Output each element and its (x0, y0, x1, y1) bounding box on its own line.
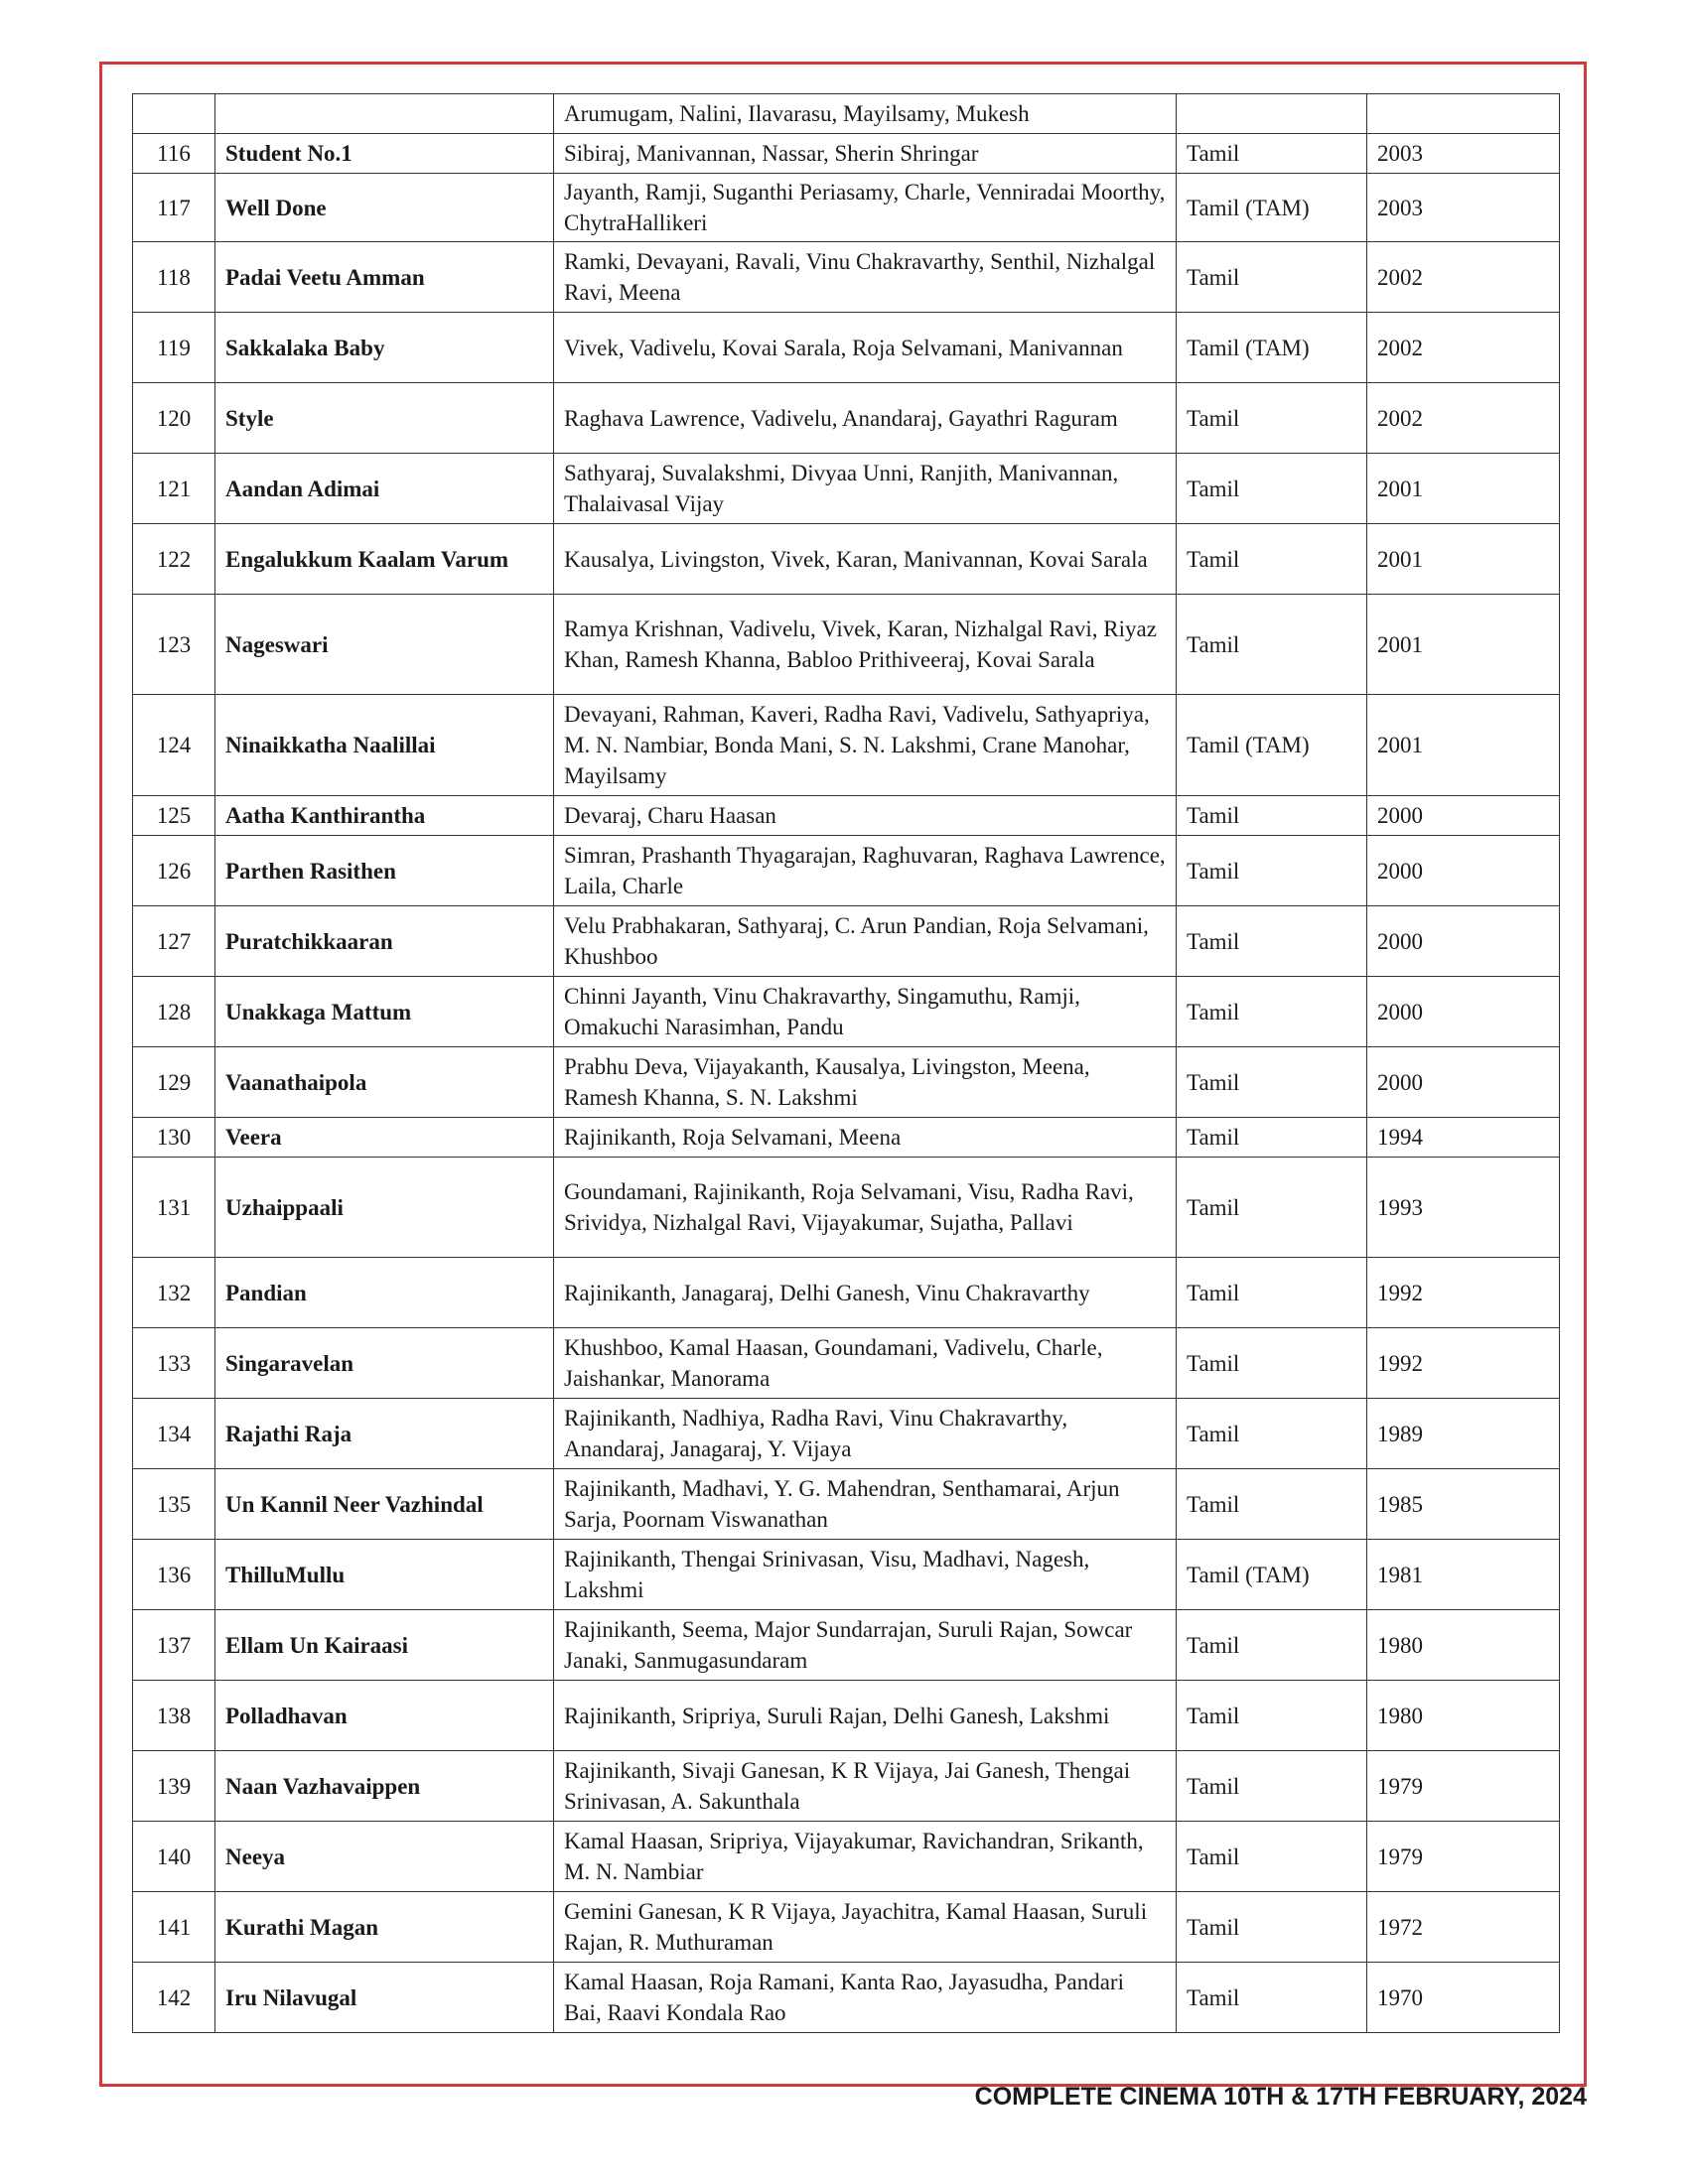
year-cell: 1980 (1367, 1681, 1560, 1751)
film-title-cell: Sakkalaka Baby (215, 313, 554, 383)
language-cell: Tamil (1177, 134, 1367, 174)
language-cell: Tamil (TAM) (1177, 174, 1367, 242)
film-title-cell: Polladhavan (215, 1681, 554, 1751)
cast-cell: Rajinikanth, Sivaji Ganesan, K R Vijaya, Jai Ganesh, Thengai Srinivasan, A. Sakunthala (554, 1751, 1177, 1822)
cast-cell: Khushboo, Kamal Haasan, Goundamani, Vadivelu, Charle, Jaishankar, Manorama (554, 1328, 1177, 1399)
cast-cell: Rajinikanth, Janagaraj, Delhi Ganesh, Vinu Chakravarthy (554, 1258, 1177, 1328)
year-cell: 1972 (1367, 1892, 1560, 1963)
year-cell: 1994 (1367, 1118, 1560, 1158)
film-title-cell: Veera (215, 1118, 554, 1158)
language-cell: Tamil (1177, 1328, 1367, 1399)
serial-number-cell: 128 (133, 977, 215, 1047)
cast-cell: Ramya Krishnan, Vadivelu, Vivek, Karan, Nizhalgal Ravi, Riyaz Khan, Ramesh Khanna, Babloo Prithiveeraj, Kovai Sarala (554, 595, 1177, 695)
serial-number-cell: 130 (133, 1118, 215, 1158)
language-cell: Tamil (1177, 383, 1367, 454)
film-title-cell: Rajathi Raja (215, 1399, 554, 1469)
cast-cell: Rajinikanth, Sripriya, Suruli Rajan, Delhi Ganesh, Lakshmi (554, 1681, 1177, 1751)
film-table (132, 93, 1560, 2033)
table-row (133, 174, 1560, 242)
year-cell: 2002 (1367, 383, 1560, 454)
language-cell: Tamil (1177, 242, 1367, 313)
film-title-cell: Aatha Kanthirantha (215, 796, 554, 836)
film-title-cell: Iru Nilavugal (215, 1963, 554, 2033)
cast-cell: Kamal Haasan, Sripriya, Vijayakumar, Ravichandran, Srikanth, M. N. Nambiar (554, 1822, 1177, 1892)
year-cell: 1970 (1367, 1963, 1560, 2033)
year-cell: 2000 (1367, 836, 1560, 906)
language-cell: Tamil (1177, 906, 1367, 977)
serial-number-cell: 135 (133, 1469, 215, 1540)
film-title-cell: Un Kannil Neer Vazhindal (215, 1469, 554, 1540)
film-title-cell: ThilluMullu (215, 1540, 554, 1610)
year-cell: 2000 (1367, 906, 1560, 977)
serial-number-cell: 117 (133, 174, 215, 242)
cast-cell: Goundamani, Rajinikanth, Roja Selvamani, Visu, Radha Ravi, Srividya, Nizhalgal Ravi, Vijayakumar, Sujatha, Pallavi (554, 1158, 1177, 1258)
cast-cell: Velu Prabhakaran, Sathyaraj, C. Arun Pandian, Roja Selvamani, Khushboo (554, 906, 1177, 977)
year-cell: 1979 (1367, 1751, 1560, 1822)
serial-number-cell: 121 (133, 454, 215, 524)
year-cell: 1981 (1367, 1540, 1560, 1610)
table-row (133, 695, 1560, 796)
language-cell: Tamil (TAM) (1177, 695, 1367, 796)
table-row (133, 1258, 1560, 1328)
table-row (133, 1963, 1560, 2033)
table-row (133, 977, 1560, 1047)
cast-cell: Simran, Prashanth Thyagarajan, Raghuvaran, Raghava Lawrence, Laila, Charle (554, 836, 1177, 906)
serial-number-cell: 139 (133, 1751, 215, 1822)
year-cell (1367, 94, 1560, 134)
cast-cell: Rajinikanth, Roja Selvamani, Meena (554, 1118, 1177, 1158)
film-title-cell: Student No.1 (215, 134, 554, 174)
table-row (133, 1399, 1560, 1469)
serial-number-cell: 138 (133, 1681, 215, 1751)
table-row (133, 1158, 1560, 1258)
year-cell: 1989 (1367, 1399, 1560, 1469)
year-cell: 1985 (1367, 1469, 1560, 1540)
cast-cell: Rajinikanth, Nadhiya, Radha Ravi, Vinu Chakravarthy, Anandaraj, Janagaraj, Y. Vijaya (554, 1399, 1177, 1469)
cast-cell: Kausalya, Livingston, Vivek, Karan, Manivannan, Kovai Sarala (554, 524, 1177, 595)
cast-cell: Chinni Jayanth, Vinu Chakravarthy, Singamuthu, Ramji, Omakuchi Narasimhan, Pandu (554, 977, 1177, 1047)
language-cell: Tamil (1177, 524, 1367, 595)
film-title-cell: Uzhaippaali (215, 1158, 554, 1258)
serial-number-cell (133, 94, 215, 134)
cast-cell: Sathyaraj, Suvalakshmi, Divyaa Unni, Ranjith, Manivannan, Thalaivasal Vijay (554, 454, 1177, 524)
language-cell: Tamil (TAM) (1177, 313, 1367, 383)
serial-number-cell: 119 (133, 313, 215, 383)
table-row (133, 1681, 1560, 1751)
serial-number-cell: 141 (133, 1892, 215, 1963)
film-title-cell (215, 94, 554, 134)
language-cell: Tamil (1177, 1158, 1367, 1258)
language-cell: Tamil (1177, 796, 1367, 836)
year-cell: 2000 (1367, 1047, 1560, 1118)
film-title-cell: Singaravelan (215, 1328, 554, 1399)
cast-cell: Gemini Ganesan, K R Vijaya, Jayachitra, Kamal Haasan, Suruli Rajan, R. Muthuraman (554, 1892, 1177, 1963)
year-cell: 2000 (1367, 796, 1560, 836)
year-cell: 1993 (1367, 1158, 1560, 1258)
cast-cell: Prabhu Deva, Vijayakanth, Kausalya, Livingston, Meena, Ramesh Khanna, S. N. Lakshmi (554, 1047, 1177, 1118)
table-row (133, 595, 1560, 695)
language-cell: Tamil (TAM) (1177, 1540, 1367, 1610)
film-title-cell: Padai Veetu Amman (215, 242, 554, 313)
footer-publication-line: COMPLETE CINEMA 10TH & 17TH FEBRUARY, 2024 (974, 2083, 1587, 2111)
year-cell: 2003 (1367, 134, 1560, 174)
cast-cell: Devaraj, Charu Haasan (554, 796, 1177, 836)
film-title-cell: Kurathi Magan (215, 1892, 554, 1963)
language-cell: Tamil (1177, 1047, 1367, 1118)
serial-number-cell: 140 (133, 1822, 215, 1892)
language-cell: Tamil (1177, 1399, 1367, 1469)
film-title-cell: Well Done (215, 174, 554, 242)
cast-cell: Jayanth, Ramji, Suganthi Periasamy, Charle, Venniradai Moorthy, ChytraHallikeri (554, 174, 1177, 242)
table-row (133, 836, 1560, 906)
language-cell: Tamil (1177, 1469, 1367, 1540)
table-row (133, 313, 1560, 383)
language-cell: Tamil (1177, 595, 1367, 695)
language-cell: Tamil (1177, 977, 1367, 1047)
year-cell: 2002 (1367, 242, 1560, 313)
table-row (133, 1469, 1560, 1540)
serial-number-cell: 118 (133, 242, 215, 313)
serial-number-cell: 129 (133, 1047, 215, 1118)
table-row (133, 796, 1560, 836)
language-cell: Tamil (1177, 1892, 1367, 1963)
cast-cell: Arumugam, Nalini, Ilavarasu, Mayilsamy, Mukesh (554, 94, 1177, 134)
language-cell: Tamil (1177, 1681, 1367, 1751)
language-cell: Tamil (1177, 1610, 1367, 1681)
film-title-cell: Parthen Rasithen (215, 836, 554, 906)
cast-cell: Vivek, Vadivelu, Kovai Sarala, Roja Selvamani, Manivannan (554, 313, 1177, 383)
language-cell (1177, 94, 1367, 134)
cast-cell: Kamal Haasan, Roja Ramani, Kanta Rao, Jayasudha, Pandari Bai, Raavi Kondala Rao (554, 1963, 1177, 2033)
cast-cell: Rajinikanth, Madhavi, Y. G. Mahendran, Senthamarai, Arjun Sarja, Poornam Viswanathan (554, 1469, 1177, 1540)
film-table-body (133, 94, 1560, 2033)
table-row (133, 134, 1560, 174)
table-row (133, 454, 1560, 524)
table-row (133, 1118, 1560, 1158)
film-title-cell: Neeya (215, 1822, 554, 1892)
cast-cell: Rajinikanth, Thengai Srinivasan, Visu, Madhavi, Nagesh, Lakshmi (554, 1540, 1177, 1610)
cast-cell: Ramki, Devayani, Ravali, Vinu Chakravarthy, Senthil, Nizhalgal Ravi, Meena (554, 242, 1177, 313)
language-cell: Tamil (1177, 454, 1367, 524)
table-row (133, 1822, 1560, 1892)
year-cell: 2000 (1367, 977, 1560, 1047)
language-cell: Tamil (1177, 1963, 1367, 2033)
table-row (133, 1328, 1560, 1399)
table-row (133, 524, 1560, 595)
film-title-cell: Pandian (215, 1258, 554, 1328)
film-title-cell: Puratchikkaaran (215, 906, 554, 977)
serial-number-cell: 122 (133, 524, 215, 595)
serial-number-cell: 120 (133, 383, 215, 454)
year-cell: 2001 (1367, 695, 1560, 796)
serial-number-cell: 116 (133, 134, 215, 174)
serial-number-cell: 132 (133, 1258, 215, 1328)
serial-number-cell: 123 (133, 595, 215, 695)
film-title-cell: Ellam Un Kairaasi (215, 1610, 554, 1681)
serial-number-cell: 137 (133, 1610, 215, 1681)
serial-number-cell: 134 (133, 1399, 215, 1469)
serial-number-cell: 133 (133, 1328, 215, 1399)
serial-number-cell: 124 (133, 695, 215, 796)
serial-number-cell: 127 (133, 906, 215, 977)
language-cell: Tamil (1177, 1751, 1367, 1822)
table-row (133, 906, 1560, 977)
cast-cell: Devayani, Rahman, Kaveri, Radha Ravi, Vadivelu, Sathyapriya, M. N. Nambiar, Bonda Mani, S. N. Lakshmi, Crane Manohar, Mayilsamy (554, 695, 1177, 796)
serial-number-cell: 131 (133, 1158, 215, 1258)
film-title-cell: Style (215, 383, 554, 454)
year-cell: 2003 (1367, 174, 1560, 242)
year-cell: 2001 (1367, 524, 1560, 595)
cast-cell: Raghava Lawrence, Vadivelu, Anandaraj, Gayathri Raguram (554, 383, 1177, 454)
film-title-cell: Nageswari (215, 595, 554, 695)
language-cell: Tamil (1177, 836, 1367, 906)
film-title-cell: Ninaikkatha Naalillai (215, 695, 554, 796)
film-title-cell: Aandan Adimai (215, 454, 554, 524)
serial-number-cell: 126 (133, 836, 215, 906)
language-cell: Tamil (1177, 1822, 1367, 1892)
serial-number-cell: 125 (133, 796, 215, 836)
table-row (133, 1047, 1560, 1118)
film-title-cell: Engalukkum Kaalam Varum (215, 524, 554, 595)
language-cell: Tamil (1177, 1258, 1367, 1328)
table-row (133, 1540, 1560, 1610)
table-row (133, 242, 1560, 313)
film-title-cell: Vaanathaipola (215, 1047, 554, 1118)
table-row (133, 94, 1560, 134)
table-row (133, 383, 1560, 454)
year-cell: 1992 (1367, 1258, 1560, 1328)
year-cell: 1992 (1367, 1328, 1560, 1399)
language-cell: Tamil (1177, 1118, 1367, 1158)
year-cell: 2001 (1367, 454, 1560, 524)
film-title-cell: Naan Vazhavaippen (215, 1751, 554, 1822)
year-cell: 1979 (1367, 1822, 1560, 1892)
year-cell: 2001 (1367, 595, 1560, 695)
year-cell: 1980 (1367, 1610, 1560, 1681)
table-row (133, 1610, 1560, 1681)
cast-cell: Rajinikanth, Seema, Major Sundarrajan, Suruli Rajan, Sowcar Janaki, Sanmugasundaram (554, 1610, 1177, 1681)
serial-number-cell: 136 (133, 1540, 215, 1610)
film-title-cell: Unakkaga Mattum (215, 977, 554, 1047)
serial-number-cell: 142 (133, 1963, 215, 2033)
table-row (133, 1892, 1560, 1963)
year-cell: 2002 (1367, 313, 1560, 383)
cast-cell: Sibiraj, Manivannan, Nassar, Sherin Shringar (554, 134, 1177, 174)
table-row (133, 1751, 1560, 1822)
